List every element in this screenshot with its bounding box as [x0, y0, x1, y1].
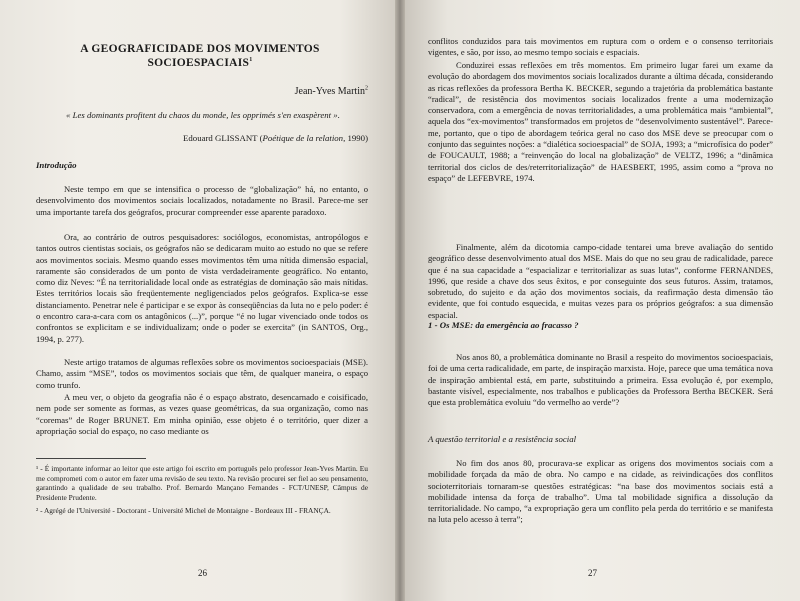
paragraph: No fim dos anos 80, procurava-se explicar as origens dos movimentos sociais com a mobilidade forçada da mão de obra. No campo e na cidade, as reivindicações dos conflitos socioterritoriais tornaram-se questões estratégicas: “na base dos movimentos sociais está a mobilidade intensa da força de trabalho”. Uma tal mobilidade significa a dissolução da territorialidade. No campo, “a expropriação gera um conflito pela perda do território e se manifesta na luta pelo acesso à terra”;	[428, 458, 773, 525]
paragraph: Neste artigo tratamos de algumas reflexões sobre os movimentos socioespaciais (MSE). Chamo, assim “MSE”, todos os movimentos sociais que têm, de qualquer maneira, o espaço como trunfo.	[36, 357, 368, 390]
book-gutter	[395, 0, 405, 601]
title-line-2-text: SOCIOESPACIAIS	[147, 57, 250, 69]
right-page	[400, 0, 800, 601]
page-number: 26	[198, 568, 207, 578]
section-heading-introducao: Introdução	[36, 160, 77, 170]
article-title	[40, 42, 360, 70]
epigraph-source	[183, 133, 368, 143]
paragraph: Finalmente, além da dicotomia campo-cidade tentarei uma breve avaliação do sentido geográfico desse desenvolvimento atual dos MSE. Mais do que no seu grau de radicalidade, parece que é na sua capacidade a “espacializar e territorializar as suas lutas”, conforme FERNANDES, 1996, que reside a chave dos seus êxitos, e por conseguinte dos seus futuros. Assim, tratamos, sobretudo, do sujeito e da ação dos movimentos sociais, da reafirmação desta dimensão tão evidente, que foi contudo esquecida, e muitas vezes para os próprios geógrafos: a sua dimensão espacial.	[428, 242, 773, 320]
author-footnote-ref[interactable]: 2	[365, 85, 368, 92]
section-heading-1: 1 - Os MSE: da emergência ao fracasso ?	[428, 320, 579, 330]
paragraph: Conduzirei essas reflexões em três momentos. Em primeiro lugar farei um exame da evolução do abordagem dos movimentos sociais localizados durante a última década, considerando as ricas reflexões da professora Bertha K. BECKER, segundo a trajetória da problemática bastante “radical”, de resistência dos movimentos sociais localizados frente a uma modernização conservadora, com a emergência de novas territorialidades, a uma problemática mais “ambiental”, aquela dos “ex-movimentos” transformados em projetos de “desenvolvimento sustentável”. Parece-me, portanto, que o tipo de abordagem teórica geral no caso dos MSE deve se preocupar com o conjunto das seguintes noções: a “dialética socioespacial” de SOJA, 1993; a “microfísica do poder” de FOUCAULT, 1988; a “reinvenção do local na globalização” de VELTZ, 1996; a “dinâmica territorial dos ciclos de des/reterritorialização” de HAESBERT, 1995, assim como a “prova no espaço” de LEFEBVRE, 1974.	[428, 60, 773, 183]
footnote: ¹ - É importante informar ao leitor que este artigo foi escrito em português pelo professor Jean-Yves Martin. Eu me comprometi com o autor em fazer uma revisão de seu texto. Na revisão procurei ser fiel ao seu pensamento, garantindo a qualidade de seu trabalho. Prof. Bernardo Mançano Fernandes - FCT/UNESP, Câmpus de Presidente Prudente.	[36, 464, 368, 502]
title-footnote-ref[interactable]: 1	[249, 57, 253, 64]
title-line-1: A GEOGRAFICIDADE DOS MOVIMENTOS	[80, 43, 320, 55]
author-name	[295, 86, 368, 97]
title-line-2	[40, 56, 360, 70]
epigraph: « Les dominants profitent du chaos du monde, les opprimés s'en exaspèrent ».	[66, 110, 340, 120]
subsection-heading: A questão territorial e a resistência social	[428, 434, 577, 444]
paragraph: Ora, ao contrário de outros pesquisadores: sociólogos, economistas, antropólogos e tantos outros cientistas sociais, os geógrafos não se dedicaram muito ao estudo no que se refere aos movimentos sociais. Mesmo quando esses movimentos têm uma nítida dimensão espacial, raramente são considerados de um ponto de vista verdadeiramente geográfico. No entanto, como diz Neves: “É na territorialidade local onde as estratégias de dominação são mais nítidas. Estes territórios locais são freqüentemente negligenciados pelos geógrafos. Explica-se esse distanciamento. Penetrar nele é participar e se expor às conseqüências da luta no e pelo poder: é o encontro cara-a-cara com os antagônicos (...)”, porque “é no lugar vivenciado onde todos os confrontos se explicitam e se individualizam; onde o poder se exercita” (in SANTOS, Org., 1994, p. 277).	[36, 232, 368, 344]
paragraph: conflitos conduzidos para tais movimentos em ruptura com o ordem e o consenso territoriais vigentes, e são, por isso, ao mesmo tempo sociais e espaciais.	[428, 36, 773, 58]
footnote: ² - Agrégé de l'Université - Doctorant - Université Michel de Montaigne - Bordeaux III - FRANÇA.	[36, 506, 331, 515]
epigraph-work: Poétique de la relation	[262, 133, 344, 143]
page-number: 27	[588, 568, 597, 578]
paragraph: Nos anos 80, a problemática dominante no Brasil a respeito do movimentos socioespaciais, foi de uma certa radicalidade, em parte, de inspiração marxista. Hoje, parece que uma temática nova de inspiração ambiental está, em parte, substituindo a primeira. Essa evolução é, por exemplo, bastante visível, especialmente, nos trabalhos e publicações da Professora Bertha BECKER. Será que esta problemática evoluiu “do vermelho ao verde”?	[428, 352, 773, 408]
paragraph: Neste tempo em que se intensifica o processo de “globalização” há, no entanto, o desenvolvimento dos movimentos sociais localizados, notadamente no Brasil. Parece-me ser uma importante tarefa dos geógrafos, procurar compreender esse aparente paradoxo.	[36, 184, 368, 217]
author-text: Jean-Yves Martin	[294, 86, 365, 97]
epigraph-year: , 1990)	[343, 133, 368, 143]
footnote-divider	[36, 458, 146, 459]
paragraph: A meu ver, o objeto da geografia não é o espaço abstrato, desencarnado e coisificado, nem pode ser somente as formas, as vezes quase geométricas, da sua organização, como nas “coremas” de Roger BRUNET. Em minha opinião, esse objeto é o território, quer dizer a apropriação social do espaço, no caso mediante os	[36, 392, 368, 436]
epigraph-author: Edouard GLISSANT (	[183, 133, 263, 143]
